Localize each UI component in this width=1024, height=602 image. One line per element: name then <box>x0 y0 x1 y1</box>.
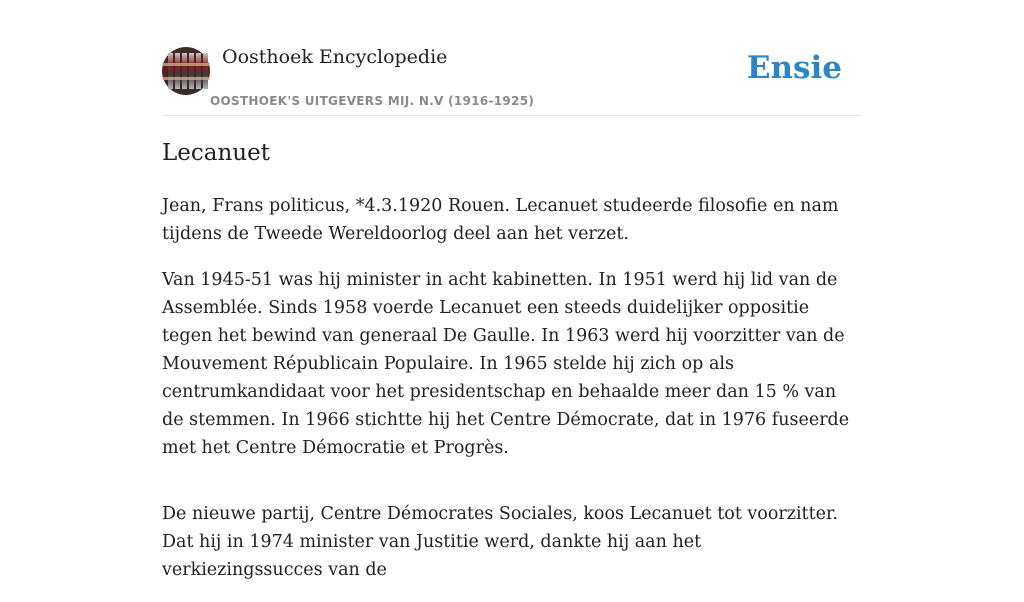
encyclopedia-books-icon[interactable] <box>162 47 210 95</box>
ensie-logo[interactable]: Ensie <box>746 50 842 86</box>
article-paragraph: Van 1945-51 was hij minister in acht kabinetten. In 1951 werd hij lid van de Assemblée. Sinds 1958 voerde Lecanuet een steeds duidelijker oppositie tegen het bewind van generaal De Gaulle. In 1963 werd hij voorzitter van de Mouvement Républicain Populaire. In 1965 stelde hij zich op als centrumkandidaat voor het presidentschap en behaalde meer dan 15 % van de stemmen. In 1966 stichtte hij het Centre Démocrate, dat in 1976 fuseerde met het Centre Démocratie et Progrès. <box>162 270 850 458</box>
article-body <box>162 192 862 602</box>
page <box>162 0 862 580</box>
site-title[interactable]: Oosthoek Encyclopedie <box>222 46 448 68</box>
article-paragraph: De nieuwe partij, Centre Démocrates Sociales, koos Lecanuet tot voorzitter. Dat hij in 1974 minister van Justitie werd, dankte hij aan het verkiezingssucces van de <box>162 504 838 580</box>
publisher-label: OOSTHOEK'S UITGEVERS MIJ. N.V (1916-1925) <box>210 94 535 108</box>
article-title: Lecanuet <box>162 140 270 166</box>
site-header <box>162 0 862 116</box>
article-paragraph: Jean, Frans politicus, *4.3.1920 Rouen. Lecanuet studeerde filosofie en nam tijdens de Tweede Wereldoorlog deel aan het verzet. <box>162 196 839 244</box>
